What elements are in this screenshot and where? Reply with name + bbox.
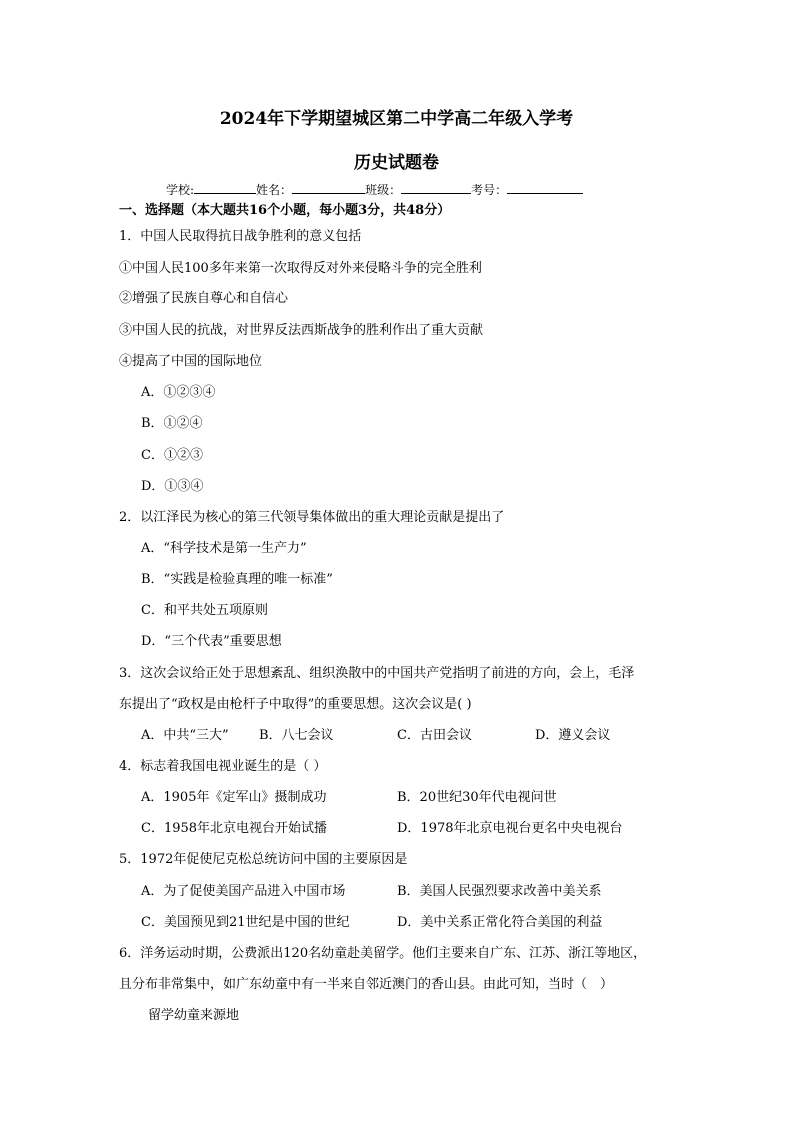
section-heading: 一、选择题（本大题共16个小题，每小题3分，共48分）: [119, 203, 451, 218]
question-3-stem-cont: 东提出了“政权是由枪杆子中取得”的重要思想。这次会议是( ): [119, 697, 472, 712]
question-1-option-d: D．①③④: [141, 479, 204, 494]
question-5-stem: 5．1972年促使尼克松总统访问中国的主要原因是: [119, 852, 408, 867]
question-4-option-d: D．1978年北京电视台更名中央电视台: [397, 821, 623, 836]
name-blank: [292, 181, 365, 194]
question-5-option-b: B．美国人民强烈要求改善中美关系: [397, 884, 602, 899]
question-2-option-b: B．“实践是检验真理的唯一标准”: [141, 572, 333, 587]
question-5-option-d: D．美中关系正常化符合美国的利益: [397, 915, 603, 930]
question-1-stem: 1．中国人民取得抗日战争胜利的意义包括: [119, 229, 362, 244]
question-2-option-c: C．和平共处五项原则: [141, 603, 268, 618]
question-2-option-d: D．“三个代表”重要思想: [141, 634, 282, 649]
question-1-option-a: A．①②③④: [141, 385, 216, 400]
question-1-item: ②增强了民族自尊心和自信心: [119, 291, 289, 306]
question-1-item: ③中国人民的抗战，对世界反法西斯战争的胜利作出了重大贡献: [119, 323, 484, 338]
school-blank: [194, 181, 256, 194]
number-blank: [507, 181, 583, 194]
question-2-stem: 2．以江泽民为核心的第三代领导集体做出的重大理论贡献是提出了: [119, 510, 505, 525]
question-6-stem: 6．洋务运动时期，公费派出120名幼童赴美留学。他们主要来自广东、江苏、浙江等地区，: [119, 946, 647, 961]
question-1-option-c: C．①②③: [141, 448, 203, 463]
class-blank: [401, 181, 471, 194]
student-info-row: [166, 181, 583, 198]
number-label: 考号：: [471, 183, 508, 197]
exam-title: 2024年下学期望城区第二中学高二年级入学考: [219, 109, 574, 129]
question-2-option-a: A．“科学技术是第一生产力”: [141, 541, 307, 556]
question-4-option-a: A．1905年《定军山》摄制成功: [141, 790, 327, 805]
question-4-option-b: B．20世纪30年代电视问世: [397, 790, 557, 805]
question-3-option-b: B．八七会议: [259, 728, 334, 743]
school-label: 学校:: [166, 183, 195, 197]
question-4-option-c: C．1958年北京电视台开始试播: [141, 821, 328, 836]
question-4-stem: 4．标志着我国电视业诞生的是（ ）: [119, 759, 327, 774]
question-1-item: ④提高了中国的国际地位: [119, 354, 263, 369]
exam-subtitle: 历史试题卷: [354, 153, 439, 173]
question-3-option-d: D．遵义会议: [535, 728, 611, 743]
question-1-item: ①中国人民100多年来第一次取得反对外来侵略斗争的完全胜利: [119, 261, 482, 276]
name-label: 姓名：: [256, 183, 293, 197]
question-6-stem-cont: 且分布非常集中，如广东幼童中有一半来自邻近澳门的香山县。由此可知，当时（ ）: [119, 977, 614, 992]
question-5-option-a: A．为了促使美国产品进入中国市场: [141, 884, 346, 899]
question-3-stem: 3．这次会议给正处于思想紊乱、组织涣散中的中国共产党指明了前进的方向，会上，毛泽: [119, 666, 635, 681]
question-5-option-c: C．美国预见到21世纪是中国的世纪: [141, 915, 350, 930]
question-3-option-a: A．中共“三大”: [141, 728, 229, 743]
question-1-option-b: B．①②④: [141, 416, 203, 431]
question-6-figure-caption: 留学幼童来源地: [148, 1008, 240, 1023]
question-3-option-c: C．古田会议: [397, 728, 472, 743]
class-label: 班级：: [365, 183, 402, 197]
